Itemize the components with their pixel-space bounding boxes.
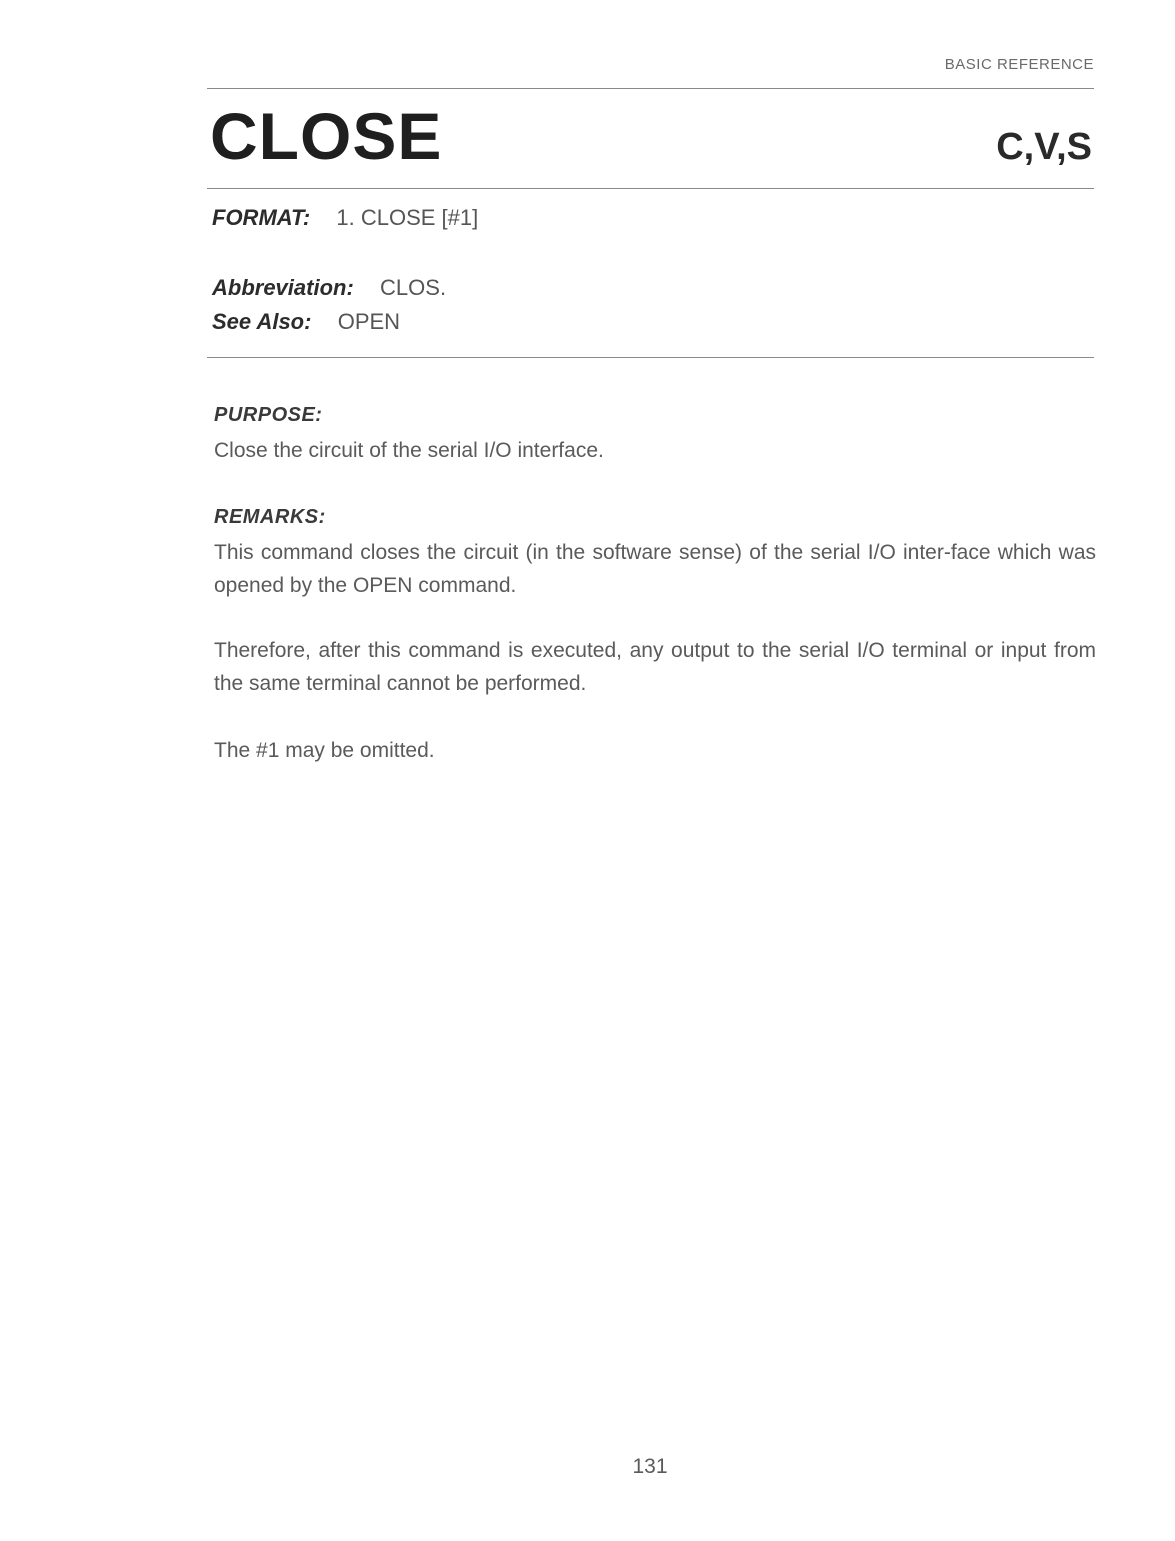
format-row bbox=[212, 203, 478, 233]
remarks-paragraph: The #1 may be omitted. bbox=[214, 739, 435, 762]
format-value: 1. CLOSE [#1] bbox=[336, 205, 479, 230]
see-also-value: OPEN bbox=[337, 309, 401, 334]
purpose-heading: PURPOSE: bbox=[214, 404, 323, 426]
purpose-text: Close the circuit of the serial I/O interface. bbox=[214, 439, 604, 462]
abbreviation-label: Abbreviation: bbox=[212, 275, 354, 300]
remarks-heading: REMARKS: bbox=[214, 506, 326, 528]
abbreviation-value: CLOS. bbox=[380, 275, 447, 300]
command-modes: C,V,S bbox=[996, 126, 1092, 168]
section-header: BASIC REFERENCE bbox=[944, 56, 1094, 73]
command-title: CLOSE bbox=[210, 99, 443, 173]
abbreviation-row bbox=[212, 273, 446, 303]
page-number: 131 bbox=[632, 1455, 668, 1478]
see-also-row bbox=[212, 307, 400, 337]
top-divider bbox=[207, 88, 1094, 89]
format-label: FORMAT: bbox=[212, 205, 311, 230]
see-also-label: See Also: bbox=[212, 309, 312, 334]
remarks-paragraph: Therefore, after this command is executed, any output to the serial I/O terminal or input from the same terminal cannot be performed. bbox=[214, 639, 1096, 695]
title-divider bbox=[207, 188, 1094, 189]
info-divider bbox=[207, 357, 1094, 358]
remarks-paragraph: This command closes the circuit (in the software sense) of the serial I/O inter-face which was opened by the OPEN command. bbox=[214, 541, 1096, 597]
